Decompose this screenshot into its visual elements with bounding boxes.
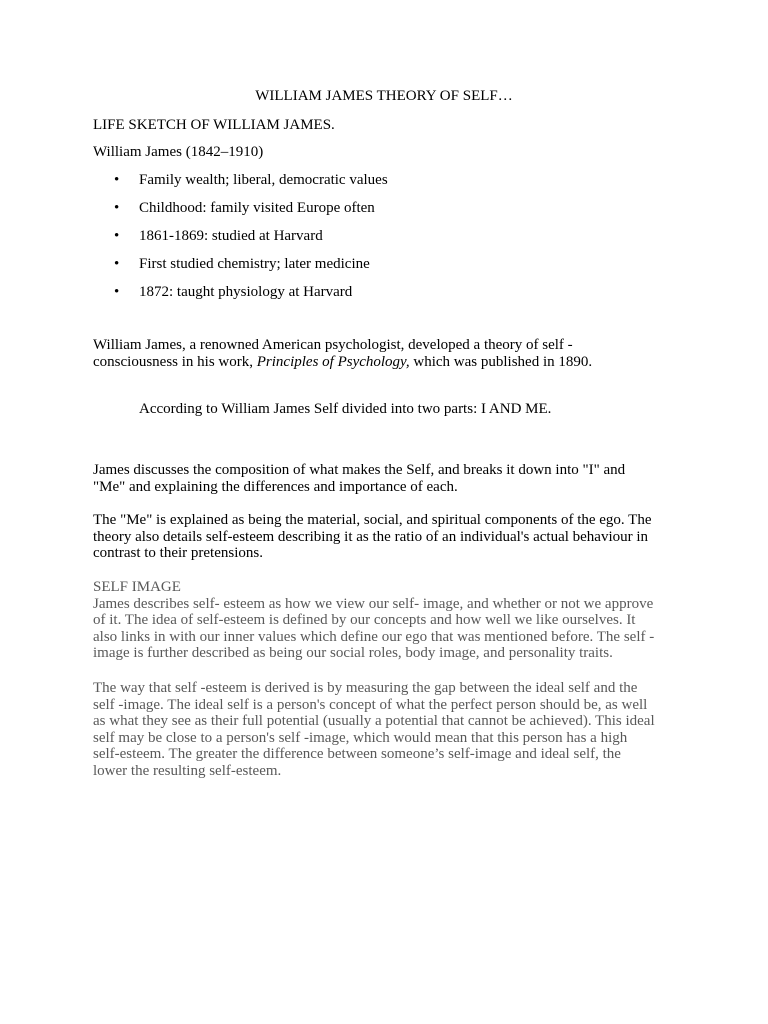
self-image-heading: SELF IMAGE [93, 579, 181, 595]
bullet-icon: • [114, 200, 120, 216]
intro-line-2-end: which was published in 1890. [409, 353, 593, 370]
self-image-line-2: of it. The idea of self-esteem is defined by our concepts and how well we like ourselves. It [93, 612, 636, 628]
self-image-section [93, 579, 683, 662]
bullet-icon: • [114, 172, 120, 188]
self-image-line-4: image is further described as being our social roles, body image, and personality traits. [93, 645, 613, 661]
book-title: Principles of Psychology, [256, 353, 410, 370]
list-item-text: 1872: taught physiology at Harvard [139, 284, 353, 300]
derivation-line-1: The way that self -esteem is derived is by measuring the gap between the ideal self and the [93, 680, 638, 696]
composition-paragraph [93, 462, 683, 495]
composition-line-1: James discusses the composition of what makes the Self, and breaks it down into "I" and [93, 462, 626, 478]
list-item-text: Family wealth; liberal, democratic values [139, 172, 388, 188]
intro-line-1: William James, a renowned American psychologist, developed a theory of self - [93, 337, 573, 353]
bullet-icon: • [114, 228, 120, 244]
intro-paragraph [93, 337, 683, 370]
page-title: WILLIAM JAMES THEORY OF SELF… [255, 88, 513, 104]
bullet-icon: • [114, 284, 120, 300]
me-line-1: The "Me" is explained as being the material, social, and spiritual components of the ego. The [93, 512, 652, 528]
composition-line-2: "Me" and explaining the differences and importance of each. [93, 478, 458, 495]
derivation-line-4: self may be close to a person's self -image, which would mean that this person has a high [93, 729, 628, 746]
list-item-text: Childhood: family visited Europe often [139, 200, 375, 216]
derivation-line-5: self-esteem. The greater the difference between someone’s self-image and ideal self, the [93, 746, 621, 762]
bullet-icon: • [114, 256, 120, 272]
two-parts-statement: According to William James Self divided into two parts: I AND ME. [139, 401, 552, 417]
derivation-paragraph [93, 680, 683, 779]
me-line-2: theory also details self-esteem describing it as the ratio of an individual's actual behaviour in [93, 528, 649, 545]
name-dates: William James (1842–1910) [93, 144, 264, 160]
life-sketch-heading: LIFE SKETCH OF WILLIAM JAMES. [93, 117, 335, 133]
list-item-text: First studied chemistry; later medicine [139, 256, 370, 272]
intro-line-2-start: consciousness in his work, [93, 353, 257, 370]
self-image-line-3: also links in with our inner values which define our ego that was mentioned before. The self - [93, 628, 655, 645]
derivation-line-3: as what they see as their full potential (usually a potential that cannot be achieved). This ideal [93, 713, 655, 729]
me-line-3: contrast to their pretensions. [93, 545, 263, 561]
derivation-line-2: self -image. The ideal self is a person's concept of what the perfect person should be, as well [93, 696, 648, 713]
me-paragraph [93, 512, 683, 562]
self-image-line-1: James describes self- esteem as how we view our self- image, and whether or not we approve [93, 595, 654, 612]
derivation-line-6: lower the resulting self-esteem. [93, 762, 282, 779]
list-item-text: 1861-1869: studied at Harvard [139, 228, 323, 244]
intro-line-2 [93, 354, 683, 371]
